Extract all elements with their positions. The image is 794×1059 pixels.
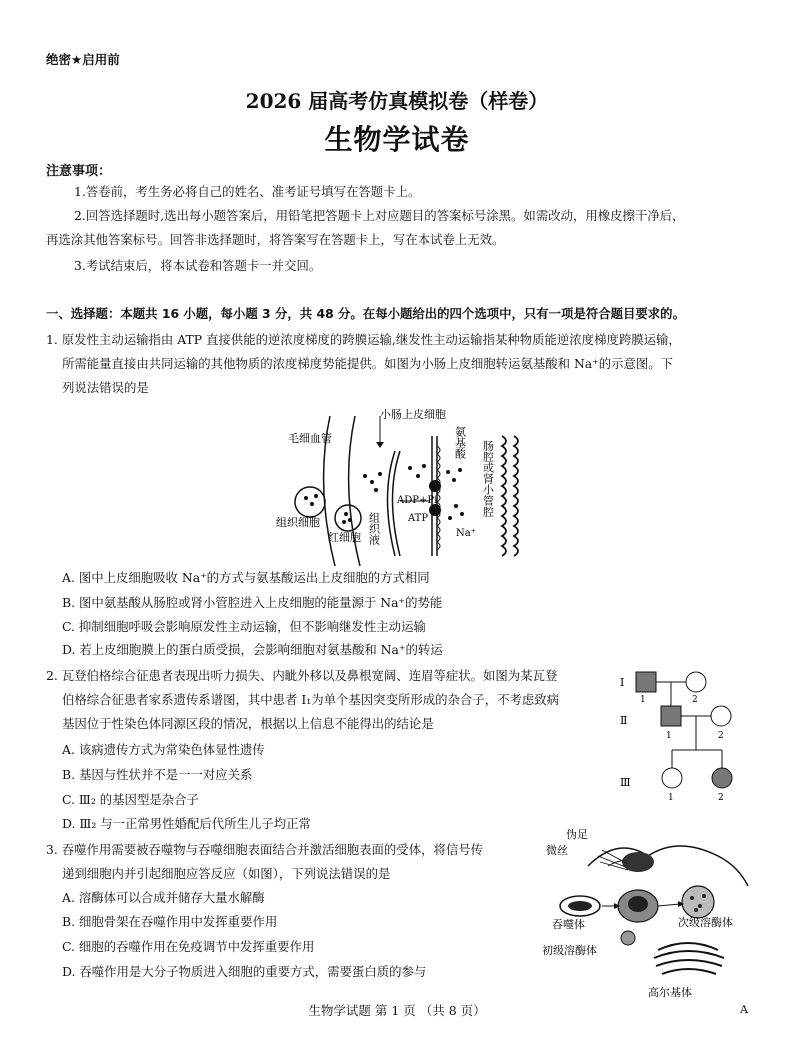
label-rbc: 红细胞 bbox=[328, 531, 361, 544]
q2-line2: 伯格综合征患者家系遗传系谱图，其中患者 Ⅰ₁为单个基因突变所形成的杂合子，不考虑致病 bbox=[62, 692, 560, 707]
label-amino-acid: 氨基酸 bbox=[453, 426, 467, 459]
ped-i1-num: 1 bbox=[640, 695, 646, 705]
note-1: 1.答卷前，考生务必将自己的姓名、准考证号填写在答题卡上。 bbox=[74, 184, 421, 199]
label-na: Na⁺ bbox=[456, 528, 476, 539]
label-primary-lysosome: 初级溶酶体 bbox=[542, 944, 597, 957]
gen-ii-label: Ⅱ bbox=[620, 714, 628, 727]
q1-line3: 列说法错误的是 bbox=[62, 380, 149, 395]
label-secondary-lysosome: 次级溶酶体 bbox=[678, 916, 733, 929]
label-epithelial: 小肠上皮细胞 bbox=[380, 408, 446, 421]
ped-ii1-num: 1 bbox=[666, 731, 672, 741]
q1-option-c: C. 抑制细胞呼吸会影响原发性主动运输，但不影响继发性主动运输 bbox=[62, 619, 426, 634]
q1-option-a: A. 图中上皮细胞吸收 Na⁺的方式与氨基酸运出上皮细胞的方式相同 bbox=[62, 570, 430, 585]
subject-title: 生物学试卷 bbox=[324, 123, 470, 156]
secondary-lysosome-shape bbox=[682, 886, 714, 918]
label-lumen: 肠腔或肾小管腔 bbox=[481, 440, 495, 517]
q1-figure bbox=[270, 406, 530, 570]
note-3: 3.考试结束后，将本试卷和答题卡一并交回。 bbox=[74, 258, 322, 273]
label-tissue-fluid: 组织液 bbox=[367, 512, 381, 545]
label-pseudopod: 伪足 bbox=[566, 828, 588, 841]
q2-pedigree bbox=[612, 660, 762, 810]
q2-option-d: D. Ⅲ₂ 与一正常男性婚配后代所生儿子均正常 bbox=[62, 816, 311, 831]
q1-option-d: D. 若上皮细胞膜上的蛋白质受损，会影响细胞对氨基酸和 Na⁺的转运 bbox=[62, 642, 443, 657]
q3-option-b: B. 细胞骨架在吞噬作用中发挥重要作用 bbox=[62, 914, 278, 929]
q3-line2: 递到细胞内并引起细胞应答反应（如图），下列说法错误的是 bbox=[62, 866, 391, 881]
note-2a: 2.回答选择题时,选出每小题答案后，用铅笔把答题卡上对应题目的答案标号涂黑。如需改动，用橡皮擦干净后， bbox=[74, 208, 685, 223]
q2-line1: 2. 瓦登伯格综合征患者表现出听力损失、内眦外移以及鼻根宽阔、连眉等症状。如图为某瓦登 bbox=[46, 668, 558, 683]
label-tissue-cell: 组织细胞 bbox=[276, 516, 320, 529]
q1-line2: 所需能量直接由共同运输的其他物质的浓度梯度势能提供。如图为小肠上皮细胞转运氨基酸和 Na⁺的示意图。下 bbox=[62, 356, 674, 371]
ped-i1-affected-male bbox=[636, 672, 656, 692]
ped-iii1-female bbox=[662, 768, 682, 788]
ped-iii2-affected-female bbox=[712, 768, 732, 788]
q3-option-c: C. 细胞的吞噬作用在免疫调节中发挥重要作用 bbox=[62, 939, 315, 954]
ped-i2-num: 2 bbox=[692, 695, 698, 705]
ped-ii2-num: 2 bbox=[718, 731, 724, 741]
label-microfilament: 微丝 bbox=[546, 844, 568, 857]
label-phagosome: 吞噬体 bbox=[552, 918, 585, 931]
q2-option-b: B. 基因与性状并不是一一对应关系 bbox=[62, 767, 253, 782]
label-adp: ADP+Pi bbox=[397, 495, 438, 506]
q1-option-b: B. 图中氨基酸从肠腔或肾小管腔进入上皮细胞的能量源于 Na⁺的势能 bbox=[62, 595, 443, 610]
notes-heading: 注意事项： bbox=[46, 164, 112, 179]
confidential-label: 绝密★启用前 bbox=[46, 52, 120, 67]
ped-ii2-female bbox=[711, 706, 731, 726]
q3-option-a: A. 溶酶体可以合成并储存大量水解酶 bbox=[62, 890, 265, 905]
page-footer: 生物学试题 第 1 页 （共 8 页） bbox=[308, 1003, 486, 1018]
note-2b: 再选涂其他答案标号。回答非选择题时，将答案写在答题卡上，写在本试卷上无效。 bbox=[46, 232, 505, 247]
gen-iii-label: Ⅲ bbox=[620, 776, 631, 789]
gen-i-label: Ⅰ bbox=[620, 676, 625, 689]
q3-figure bbox=[538, 826, 774, 1002]
exam-title: 2026 届高考仿真模拟卷（样卷） bbox=[245, 89, 549, 113]
ped-i2-female bbox=[686, 672, 706, 692]
q3-option-d: D. 吞噬作用是大分子物质进入细胞的重要方式，需要蛋白质的参与 bbox=[62, 964, 427, 979]
label-capillary: 毛细血管 bbox=[288, 432, 332, 445]
q1-line1: 1. 原发性主动运输指由 ATP 直接供能的逆浓度梯度的跨膜运输,继发性主动运输指某种物质能逆浓度梯度跨膜运输， bbox=[46, 332, 681, 347]
section-heading: 一、选择题：本题共 16 小题，每小题 3 分，共 48 分。在每小题给出的四个选项中，只有一项是符合题目要求的。 bbox=[46, 306, 685, 321]
label-atp: ATP bbox=[408, 513, 429, 524]
ped-ii1-affected-male bbox=[661, 706, 681, 726]
q3-line1: 3. 吞噬作用需要被吞噬物与吞噬细胞表面结合并激活细胞表面的受体，将信号传 bbox=[46, 842, 484, 857]
q2-option-c: C. Ⅲ₂ 的基因型是杂合子 bbox=[62, 792, 199, 807]
label-golgi: 高尔基体 bbox=[648, 986, 692, 999]
engulfed-bacterium bbox=[622, 852, 654, 872]
ped-iii2-num: 2 bbox=[718, 793, 724, 803]
q2-option-a: A. 该病遗传方式为常染色体显性遗传 bbox=[62, 742, 265, 757]
q2-line3: 基因位于性染色体同源区段的情况，根据以上信息不能得出的结论是 bbox=[62, 716, 434, 731]
ped-iii1-num: 1 bbox=[668, 793, 674, 803]
version-mark: A bbox=[740, 1003, 748, 1016]
